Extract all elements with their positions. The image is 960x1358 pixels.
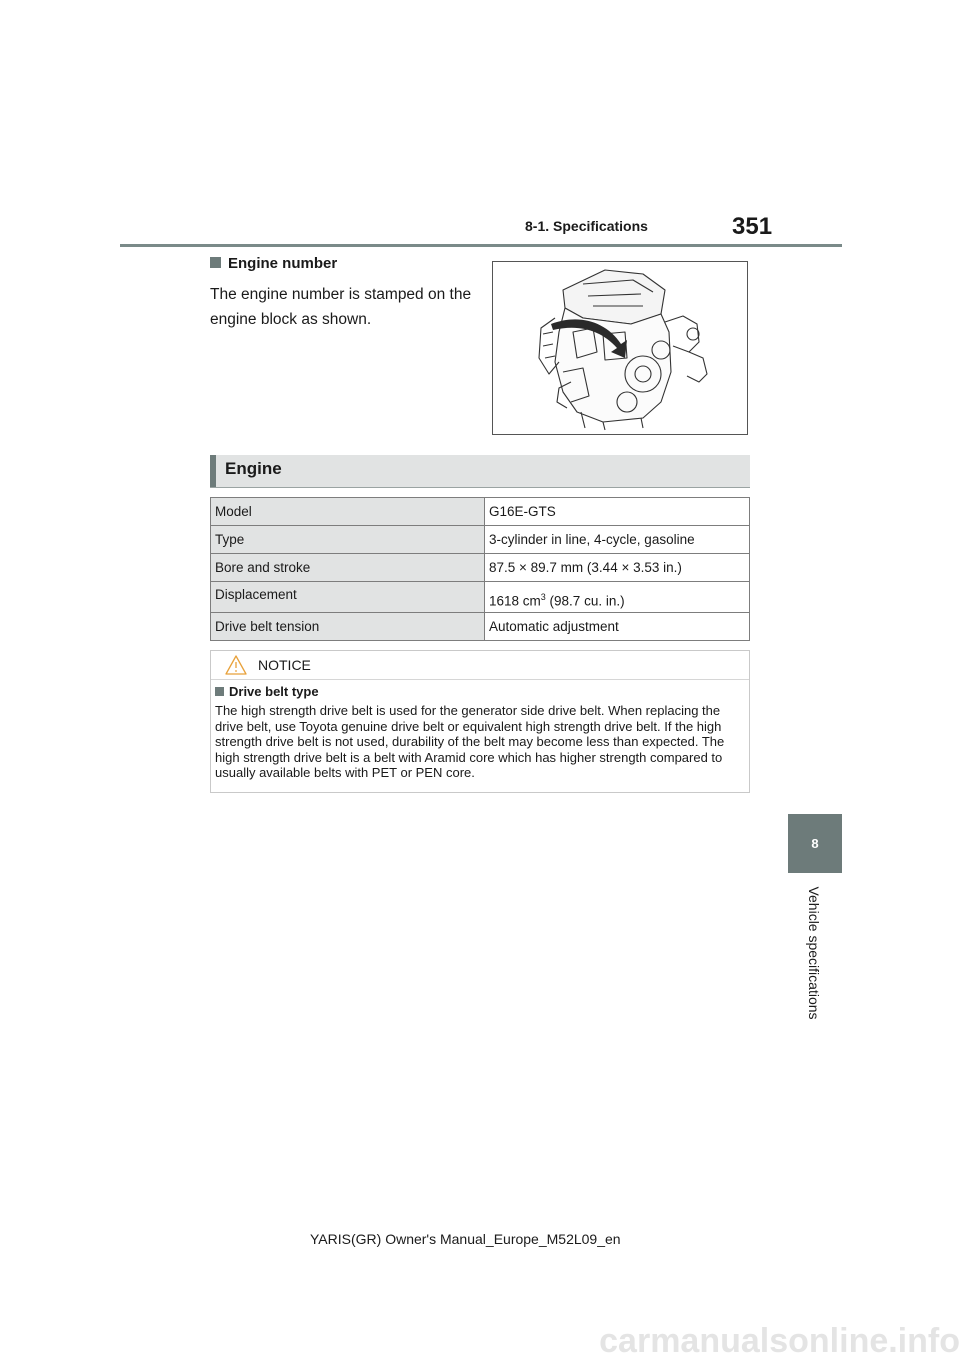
spec-label: Model [211,498,485,526]
engine-drawing [493,262,747,434]
square-bullet-icon [210,257,221,268]
spec-value: G16E-GTS [485,498,750,526]
chapter-number: 8 [811,836,819,851]
engine-number-heading-text: Engine number [228,255,338,272]
displacement-superscript: 3 [540,591,546,602]
spec-label: Type [211,526,485,554]
spec-label: Displacement [211,582,485,613]
spec-value: Automatic adjustment [485,613,750,641]
table-row [211,554,750,582]
table-row [211,526,750,554]
spec-value [485,582,750,613]
section-accent-bar [210,455,216,487]
square-bullet-icon [215,687,224,696]
engine-section-title: Engine [225,459,282,478]
warning-triangle-icon [224,654,248,676]
chapter-label: Vehicle specifications [806,886,822,1020]
engine-number-heading [210,255,337,272]
engine-section-header [210,455,750,488]
spec-label: Drive belt tension [211,613,485,641]
footer-text: YARIS(GR) Owner's Manual_Europe_M52L09_en [310,1231,621,1247]
table-row [211,582,750,613]
displacement-value-after: (98.7 cu. in.) [545,593,625,609]
svg-text:carmanualsonline.info: carmanualsonline.info [599,1322,960,1358]
notice-divider [211,679,749,680]
engine-illustration [492,261,748,435]
header-rule [120,244,842,247]
spec-label: Bore and stroke [211,554,485,582]
table-row [211,498,750,526]
engine-number-text: The engine number is stamped on the engine block as shown. [210,286,472,328]
notice-body: The high strength drive belt is used for the generator side drive belt. When replacing the drive belt, use Toyota genuine drive belt or equivalent high strength drive belt. If the high strength drive belt is not used, durability of the belt may become less than expected. The high strength drive belt is a belt with Aramid core which has higher strength compared to usually available belts with PET or PEN core. [215,703,725,780]
notice-subheading [215,684,319,699]
notice-title: NOTICE [258,657,311,673]
notice-subheading-text: Drive belt type [229,684,319,699]
engine-spec-table [210,497,750,641]
section-title: 8-1. Specifications [525,218,648,234]
page-number: 351 [732,213,773,240]
displacement-value: 1618 cm [489,593,541,609]
spec-value: 87.5 × 89.7 mm (3.44 × 3.53 in.) [485,554,750,582]
table-row [211,613,750,641]
spec-value: 3-cylinder in line, 4-cycle, gasoline [485,526,750,554]
watermark-logo [0,1318,960,1358]
